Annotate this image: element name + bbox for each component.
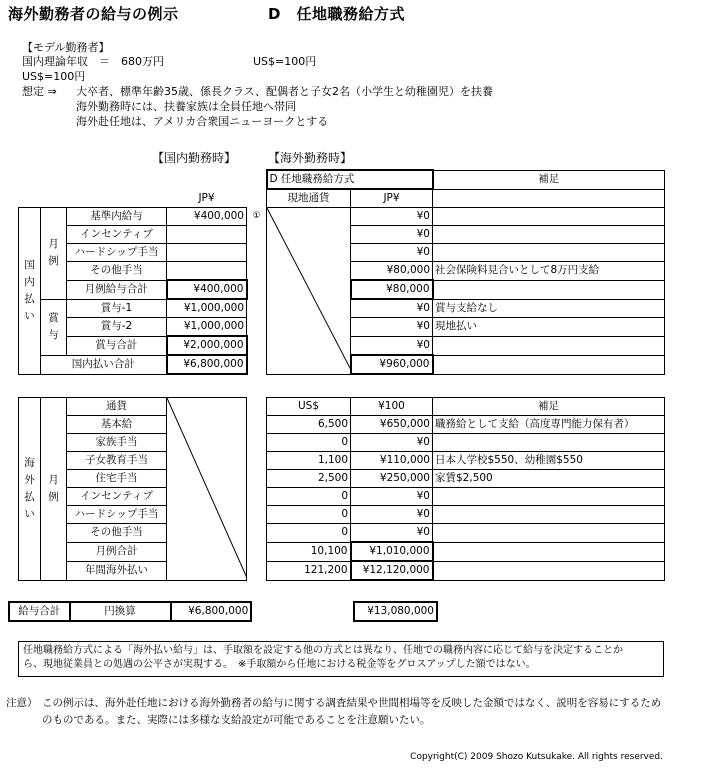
- home-value: ¥1,000,000: [167, 299, 247, 318]
- home-jpy-header: JP¥: [198, 191, 215, 204]
- currency-header: 通貨: [67, 398, 167, 416]
- note-cell: [433, 542, 665, 561]
- overseas-jpy-value: ¥0: [351, 318, 433, 337]
- note-cell: [433, 561, 665, 580]
- home-value: ¥1,000,000: [167, 318, 247, 337]
- copyright: Copyright(C) 2009 Shozo Kutsukake. All rights reserved.: [410, 752, 663, 762]
- supplement-header: 補足: [433, 170, 665, 189]
- table-row-label: ハードシップ手当: [67, 506, 167, 524]
- overseas-jpy-value: ¥80,000: [351, 262, 433, 281]
- diagonal-line: [267, 208, 351, 370]
- home-value: [167, 226, 247, 244]
- total-overseas-value: ¥13,080,000: [354, 602, 437, 621]
- note-cell: [433, 434, 665, 452]
- assumption-3: 海外赴任地は、アメリカ合衆国ニューヨークとする: [76, 115, 329, 128]
- note-cell: 家賃$2,500: [433, 470, 665, 488]
- usd-value: 0: [267, 488, 351, 506]
- jpy-value: ¥110,000: [351, 452, 433, 470]
- home-value: ¥2,000,000: [167, 336, 247, 355]
- overseas-jpy-value: ¥80,000: [351, 280, 433, 299]
- yen100-header: ¥100: [351, 398, 433, 416]
- note-cell: [433, 244, 665, 262]
- table-row-label: 月例合計: [67, 542, 167, 561]
- usd-value: 2,500: [267, 470, 351, 488]
- note-cell: 日本人学校$550、幼稚園$550: [433, 452, 665, 470]
- circle-marker: ①: [252, 211, 261, 221]
- usd-header: US$: [267, 398, 351, 416]
- total-home-value: ¥6,800,000: [171, 602, 252, 621]
- total-pay-label: 給与合計: [9, 602, 70, 621]
- jpy-value: ¥12,120,000: [351, 561, 433, 580]
- table-row-label: 賞与-2: [67, 318, 167, 337]
- overseas-period-label: 【海外勤務時】: [268, 151, 353, 165]
- caution-line-1: この例示は、海外赴任地における海外勤務者の給与に関する調査結果や世間相場等を反映した金額ではなく、説明を容易にするため: [42, 697, 662, 709]
- overseas-pay-table: [18, 397, 665, 581]
- model-heading: 【モデル勤務者】: [22, 41, 110, 54]
- note-cell: 職務給として支給（高度専門能力保有者）: [433, 416, 665, 434]
- domestic-pay-label: 国 内 払 い: [19, 208, 41, 375]
- note-cell: [433, 336, 665, 355]
- usd-value: 121,200: [267, 561, 351, 580]
- assumption-label: 想定 ⇒: [22, 85, 57, 98]
- note-cell: [433, 506, 665, 524]
- home-empty-cell: [167, 398, 247, 581]
- usd-value: 0: [267, 434, 351, 452]
- domestic-period-label: 【国内勤務時】: [152, 151, 237, 165]
- note-cell: 現地払い: [433, 318, 665, 337]
- overseas-jpy-value: ¥0: [351, 336, 433, 355]
- usd-value: 6,500: [267, 416, 351, 434]
- assumption-2: 海外勤務時には、扶養家族は全員任地へ帯同: [76, 100, 296, 113]
- assumption-1: 大卒者、標準年齢35歳、係長クラス、配偶者と子女2名（小学生と幼稚園児）を扶養: [76, 85, 493, 98]
- overseas-jpy-value: ¥0: [351, 244, 433, 262]
- table-row-label: 住宅手当: [67, 470, 167, 488]
- home-value: [167, 262, 247, 281]
- table-row-label: 子女教育手当: [67, 452, 167, 470]
- overseas-jpy-value: ¥960,000: [351, 355, 433, 374]
- jpy-value: ¥0: [351, 506, 433, 524]
- table-row-label: 月例給与合計: [67, 280, 167, 299]
- diagonal-line: [167, 398, 247, 578]
- overseas-jpy-value: ¥0: [351, 299, 433, 318]
- note-cell: [433, 208, 665, 226]
- home-value: [167, 244, 247, 262]
- note-cell: [433, 355, 665, 374]
- home-value: ¥400,000: [167, 208, 247, 226]
- method-note-box: [18, 641, 664, 677]
- overseas-jpy-value: ¥0: [351, 208, 433, 226]
- table-row-label: その他手当: [67, 262, 167, 281]
- method-header: D 任地職務給方式: [267, 170, 433, 189]
- table-row-label: インセンティブ: [67, 226, 167, 244]
- page-title: 海外勤務者の給与の例示: [8, 5, 179, 23]
- table-row-label: その他手当: [67, 524, 167, 543]
- note-cell: 賞与支給なし: [433, 299, 665, 318]
- annual-income: 国内理論年収 ＝ 680万円: [22, 55, 164, 68]
- monthly-label: 月 例: [41, 208, 67, 300]
- table-row-label: 国内払い合計: [41, 355, 167, 374]
- page-subtitle: D 任地職務給方式: [268, 5, 405, 23]
- caution-line-2: のものである。また、実際には多様な支給設定が可能であることを注意願いたい。: [42, 714, 431, 726]
- table-row-label: インセンティブ: [67, 488, 167, 506]
- overseas-monthly-label: 月 例: [41, 398, 67, 581]
- jpy-value: ¥0: [351, 524, 433, 543]
- table-row-label: 家族手当: [67, 434, 167, 452]
- usd-value: 1,100: [267, 452, 351, 470]
- yen-conversion-label: 円換算: [70, 602, 171, 621]
- note-cell: [433, 524, 665, 543]
- table-row-label: ハードシップ手当: [67, 244, 167, 262]
- home-value: ¥400,000: [167, 280, 247, 299]
- local-currency-header: 現地通貨: [267, 189, 351, 208]
- jpy-value: ¥0: [351, 488, 433, 506]
- overseas-jpy-value: ¥0: [351, 226, 433, 244]
- jpy-value: ¥650,000: [351, 416, 433, 434]
- note-cell: [433, 226, 665, 244]
- usd-value: 10,100: [267, 542, 351, 561]
- local-currency-empty-cell: [267, 208, 351, 375]
- caution-label: 注意）: [6, 697, 38, 709]
- jpy-value: ¥1,010,000: [351, 542, 433, 561]
- jpy-value: ¥0: [351, 434, 433, 452]
- note-cell: [433, 488, 665, 506]
- method-note-line-1: 任地職務給方式による「海外払い給与」は、手取額を設定する他の方式とは異なり、任地での職務内容に応じて給与を決定することか: [23, 645, 623, 656]
- usd-value: 0: [267, 524, 351, 543]
- bonus-label: 賞 与: [41, 299, 67, 355]
- table-row-label: 賞与-1: [67, 299, 167, 318]
- method-note-line-2: ら、現地従業員との処遇の公平さが実現する。 ※手取額から任地における税金等をグロスアップした額ではない。: [23, 659, 536, 670]
- table-row-label: 年間海外払い: [67, 561, 167, 580]
- overseas-jpy-header: JP¥: [351, 189, 433, 208]
- totals-table: [8, 601, 438, 622]
- table-row-label: 基本給: [67, 416, 167, 434]
- jpy-value: ¥250,000: [351, 470, 433, 488]
- usd-value: 0: [267, 506, 351, 524]
- supplement-header: 補足: [433, 398, 665, 416]
- fx-rate-right: US$=100円: [253, 55, 317, 68]
- overseas-pay-label: 海 外 払 い: [19, 398, 41, 581]
- note-cell: [433, 280, 665, 299]
- home-value: ¥6,800,000: [167, 355, 247, 374]
- fx-rate-left: US$=100円: [22, 70, 86, 83]
- domestic-pay-table: [18, 169, 665, 375]
- table-row-label: 賞与合計: [67, 336, 167, 355]
- note-cell: 社会保険料見合いとして8万円支給: [433, 262, 665, 281]
- table-row-label: 基準内給与: [67, 208, 167, 226]
